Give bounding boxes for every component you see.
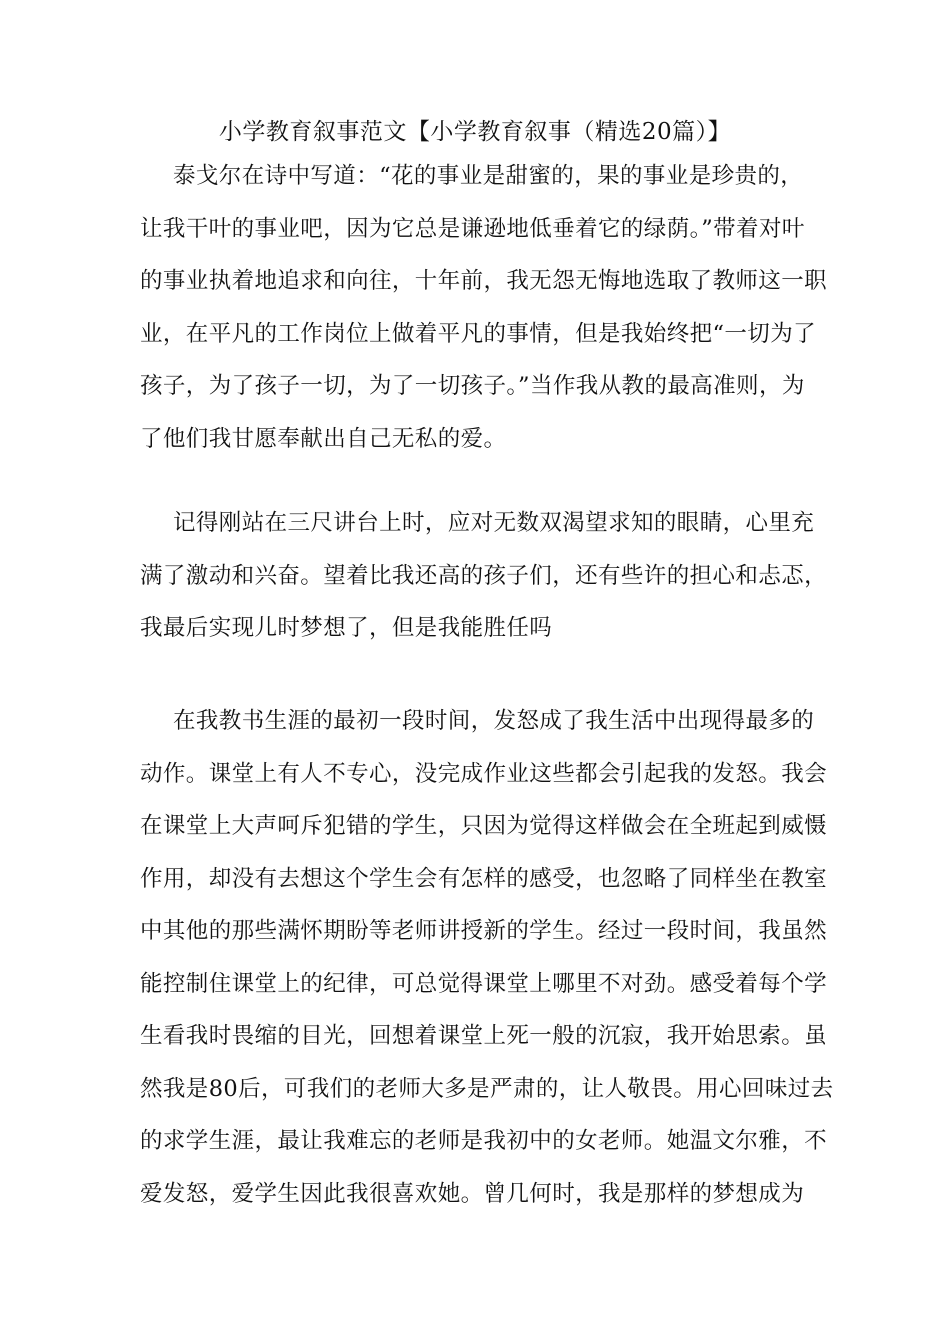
paragraph-line: 的求学生涯，最让我难忘的老师是我初中的女老师。她温文尔雅，不: [140, 1128, 828, 1154]
paragraph-line: 了他们我甘愿奉献出自己无私的爱。: [140, 425, 507, 452]
paragraph-line: 中其他的那些满怀期盼等老师讲授新的学生。经过一段时间，我虽然: [140, 918, 828, 944]
paragraph-line: 业，在平凡的工作岗位上做着平凡的事情，但是我始终把“一切为了: [140, 320, 817, 347]
paragraph-2: [140, 497, 830, 655]
paragraph-line: 然我是80后，可我们的老师大多是严肃的，让人敬畏。用心回味过去: [140, 1075, 834, 1102]
document-title: 小学教育叙事范文【小学教育叙事（精选20篇）】: [218, 119, 732, 145]
paragraph-line: 动作。课堂上有人不专心，没完成作业这些都会引起我的发怒。我会: [140, 760, 828, 787]
paragraph-line: 泰戈尔在诗中写道：“花的事业是甜蜜的，果的事业是珍贵的，: [173, 163, 804, 189]
paragraph-line: 满了激动和兴奋。望着比我还高的孩子们，还有些许的担心和忐忑，: [140, 562, 828, 589]
paragraph-line: 我最后实现儿时梦想了，但是我能胜任吗: [140, 615, 553, 641]
paragraph-line: 能控制住课堂上的纪律，可总觉得课堂上哪里不对劲。感受着每个学: [140, 970, 828, 997]
paragraph-line: 在课堂上大声呵斥犯错的学生，只因为觉得这样做会在全班起到威慑: [140, 813, 828, 839]
paragraph-line: 的事业执着地追求和向往，十年前，我无怨无悔地选取了教师这一职: [140, 268, 828, 294]
paragraph-line: 生看我时畏缩的目光，回想着课堂上死一般的沉寂，我开始思索。虽: [140, 1023, 828, 1049]
paragraph-1: [140, 150, 830, 465]
paragraph-line: 在我教书生涯的最初一段时间，发怒成了我生活中出现得最多的: [173, 708, 815, 734]
paragraph-line: 记得刚站在三尺讲台上时，应对无数双渴望求知的眼睛，心里充: [173, 510, 815, 536]
paragraph-line: 让我干叶的事业吧，因为它总是谦逊地低垂着它的绿荫。”带着对叶: [140, 215, 805, 242]
paragraph-line: 爱发怒，爱学生因此我很喜欢她。曾几何时，我是那样的梦想成为: [140, 1180, 805, 1207]
paragraph-line: 作用，却没有去想这个学生会有怎样的感受，也忽略了同样坐在教室: [140, 865, 828, 892]
paragraph-3: [140, 695, 834, 1220]
paragraph-line: 孩子，为了孩子一切，为了一切孩子。”当作我从教的最高准则，为: [140, 373, 805, 399]
